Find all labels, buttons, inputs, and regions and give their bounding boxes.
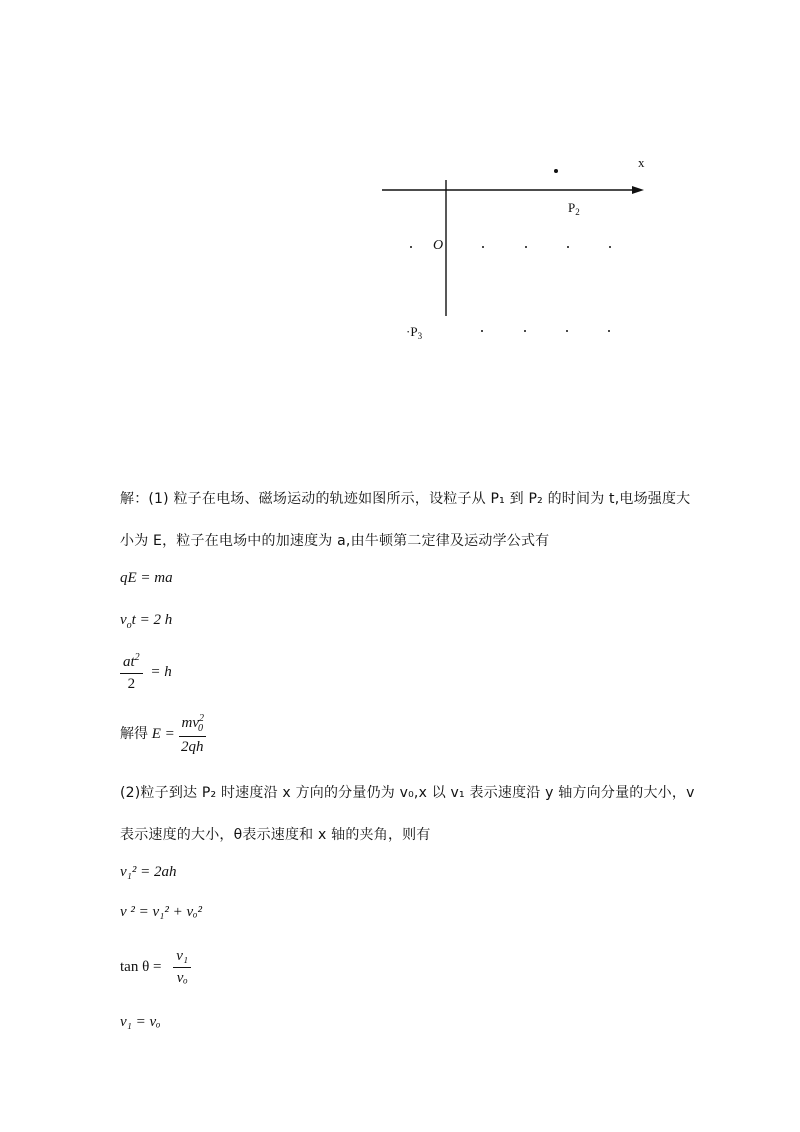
field-dot <box>410 246 412 248</box>
p2-label: $P_2$ <box>568 200 580 217</box>
solution-line-1: 解：(1) 粒子在电场、磁场运动的轨迹如图所示，设粒子从 P₁ 到 P₂ 的时间为 t,电场强度大 <box>120 491 691 507</box>
field-dot <box>566 330 568 332</box>
equation-e-result: 解得 E = $\frac{mv^2_0}{2qh}$ <box>120 713 205 755</box>
part2-line-2: 表示速度的大小，θ表示速度和 x 轴的夹角，则有 <box>120 827 431 843</box>
equation-v1-squared: v₁² = 2ah <box>120 864 177 880</box>
p3-label: $\cdot P_3$ <box>406 324 423 341</box>
field-dot <box>567 246 569 248</box>
origin-label: O <box>433 238 444 253</box>
equation-qe-ma: qE = ma <box>120 570 173 586</box>
trajectory-figure <box>370 150 670 350</box>
field-dot <box>481 330 483 332</box>
equation-v-squared: v ² = v₁² + vₒ² <box>120 904 202 920</box>
equation-v1-equals-vo: v₁ = vₒ <box>120 1014 161 1030</box>
x-axis-label: x <box>638 155 645 170</box>
equation-at2-half: $\frac{at^2}{2}$ = h <box>120 652 172 693</box>
particle-point <box>554 169 558 173</box>
field-dot <box>482 246 484 248</box>
solution-line-2: 小为 E，粒子在电场中的加速度为 a,由牛顿第二定律及运动学公式有 <box>120 533 550 549</box>
field-dot <box>524 330 526 332</box>
field-dot <box>609 246 611 248</box>
equation-tan-theta: tan θ = $\frac{\text{v₁}}{\text{vₒ}}$ <box>120 948 191 987</box>
field-dot <box>608 330 610 332</box>
equation-vot-2h: $v_ot = 2$ h <box>120 612 173 631</box>
x-axis-arrow <box>632 186 644 194</box>
part2-line-1: (2)粒子到达 P₂ 时速度沿 x 方向的分量仍为 v₀,x 以 v₁ 表示速度沿 y 轴方向分量的大小，v <box>120 785 695 801</box>
field-dot <box>525 246 527 248</box>
